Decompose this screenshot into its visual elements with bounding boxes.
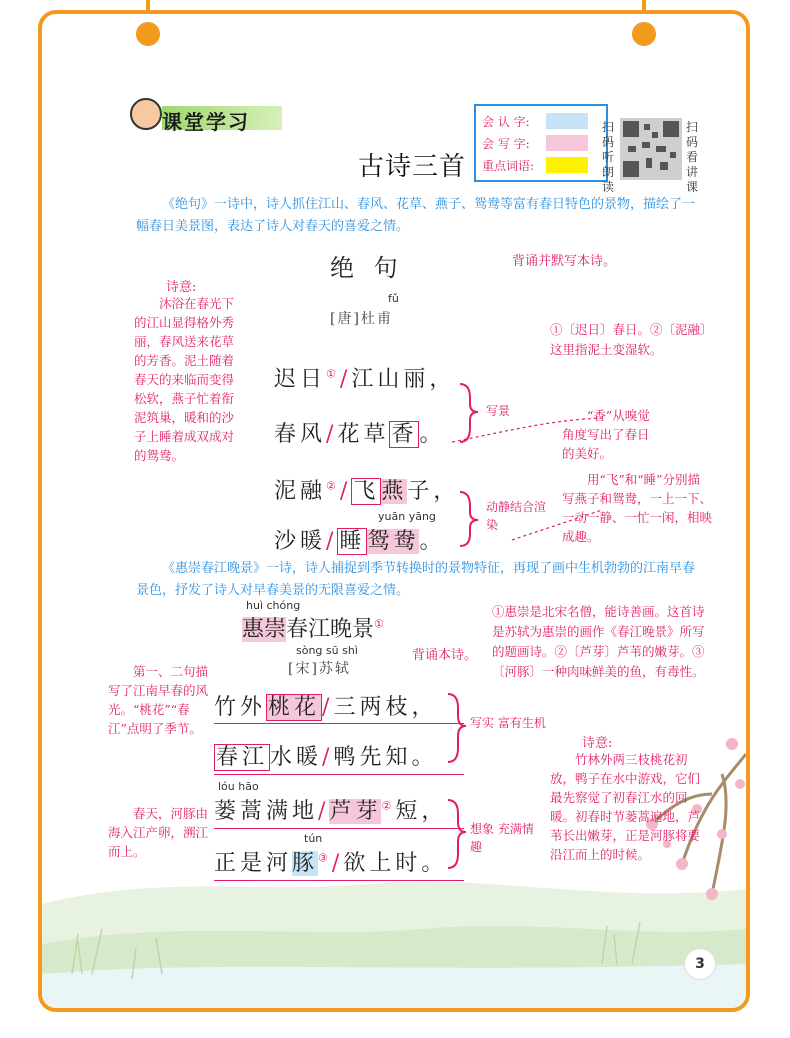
poem1-fei-note: 用“飞”和“睡”分别描写燕子和鸳鸯，一上一下、一动一静、一忙一闲，相映成趣。 xyxy=(562,472,713,544)
poem2-line1-underline xyxy=(214,723,464,724)
poem1-line3: 泥融②/飞燕子， xyxy=(274,479,460,504)
poem1-line4: 沙暖/睡鸳鸯。 xyxy=(274,529,446,554)
poem2-author: [宋]苏轼 xyxy=(288,661,351,677)
poem1-author: [唐]杜甫 xyxy=(330,311,393,327)
legend-row-recognize: 会 认 字: xyxy=(482,110,600,132)
poem2-notes: ①惠崇是北宋名僧，能诗善画。这首诗是苏轼为惠崇的画作《春江晚景》所写的题画诗。②〔芦芽〕芦苇的嫩芽。③〔河豚〕一种肉味鲜美的鱼，有毒性。 xyxy=(492,604,705,679)
legend-row-write: 会 写 字: xyxy=(482,132,600,154)
poem2-line3-underline xyxy=(214,828,464,829)
legend-row-keywords: 重点词语: xyxy=(482,154,600,176)
poem2-author-pinyin: sòng sū shì xyxy=(296,644,358,657)
poem1-brace2-label: 动静结合渲染 xyxy=(486,500,547,532)
student-avatar-icon xyxy=(130,98,162,130)
page-number: 3 xyxy=(684,948,716,980)
poem1-line2: 春风/花草香。 xyxy=(274,422,446,447)
binder-ring-left xyxy=(136,22,160,46)
qr-code-icon[interactable] xyxy=(620,118,682,180)
poem2-line4: 正是河豚③/欲上时。 xyxy=(214,851,448,876)
poem2-braces xyxy=(446,690,470,880)
qr-left-caption: 扫码听朗读 xyxy=(602,120,615,194)
qr-right-caption: 扫码看讲课 xyxy=(686,120,699,194)
poem2-title: 惠崇春江晚景① xyxy=(242,617,384,642)
poem2-meaning-title: 诗意: xyxy=(582,736,613,751)
poem1-intro: 《绝句》一诗中，诗人抓住江山、春风、花草、燕子、鸳鸯等富有春日特色的景物，描绘了一幅春日美景图，表达了诗人对春天的喜爱之情。 xyxy=(136,197,696,234)
poem1-title: 绝 句 xyxy=(330,254,404,282)
poem1-line4-pinyin: yuān yāng xyxy=(378,510,436,523)
poem2-intro: 《惠崇春江晚景》一诗，诗人捕捉到季节转换时的景物特征，再现了画中生机勃勃的江南早春景色，抒发了诗人对早春美景的无限喜爱之情。 xyxy=(136,561,696,598)
poem2-line3-pinyin: lóu hāo xyxy=(218,780,259,793)
poem2-line3: 蒌蒿满地/芦芽②短， xyxy=(214,799,448,824)
poem1-meaning: 沐浴在春光下的江山显得格外秀丽，春风送来花草的芳香。泥土随着春天的来临而变得松软，燕子忙着衔泥筑巢，暖和的沙子上睡着成双成对的鸳鸯。 xyxy=(134,296,235,463)
poem2-line4-underline xyxy=(214,880,464,881)
poem1-author-pinyin: fǔ xyxy=(388,292,399,305)
legend-swatch xyxy=(546,157,588,173)
section-label: 课堂学习 xyxy=(162,110,250,134)
poem2-line2-underline xyxy=(214,774,464,775)
poem2-brace1-label: 写实 富有生机 xyxy=(470,716,546,730)
page-frame xyxy=(38,10,750,1012)
character-legend xyxy=(474,104,608,182)
poem2-left-note1: 第一、二句描写了江南早春的风光。“桃花”“春江”点明了季节。 xyxy=(108,664,209,736)
poem1-notes: ①〔迟日〕春日。②〔泥融〕这里指泥土变湿软。 xyxy=(550,322,713,357)
poem1-meaning-title: 诗意: xyxy=(166,280,197,295)
poem2-line4-pinyin: tún xyxy=(304,832,323,845)
poem2-line1: 竹外桃花/三两枝， xyxy=(214,695,438,720)
poem2-title-pinyin: huì chóng xyxy=(246,599,301,612)
lesson-title: 古诗三首 xyxy=(358,152,467,182)
legend-swatch xyxy=(546,135,588,151)
poem1-xiang-note: “香”从嗅觉角度写出了春日的美好。 xyxy=(562,408,650,461)
poem2-brace2-label: 想象 充满情趣 xyxy=(470,822,534,854)
poem1-line1: 迟日①/江山丽， xyxy=(274,367,456,392)
binder-ring-right xyxy=(632,22,656,46)
poem2-task: 背诵本诗。 xyxy=(412,648,478,663)
poem1-task: 背诵并默写本诗。 xyxy=(512,254,617,269)
poem1-brace1-label: 写景 xyxy=(486,404,511,418)
poem2-left-note2: 春天，河豚由海入江产卵，溯江而上。 xyxy=(108,806,209,859)
poem2-line2: 春江水暖/鸭先知。 xyxy=(216,745,438,770)
legend-swatch xyxy=(546,113,588,129)
poem2-meaning: 竹林外两三枝桃花初放，鸭子在水中游戏，它们最先察觉了初春江水的回暖。初春时节蒌蒿遍地，芦苇长出嫩芽，正是河豚将要沿江而上的时候。 xyxy=(550,752,701,862)
